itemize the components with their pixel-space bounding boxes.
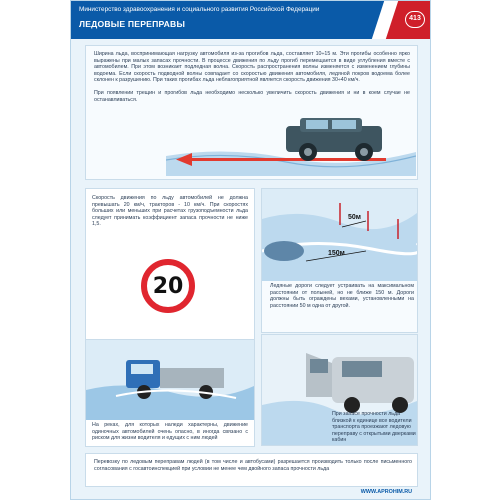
ice-road-panel <box>261 188 418 333</box>
open-doors-panel <box>261 334 418 446</box>
ministry-name: Министерство здравоохранения и социального развития Российской Федерации <box>79 6 320 13</box>
ice-wave-text <box>94 51 410 109</box>
suv-icon <box>286 118 382 161</box>
suv-on-ice-illustration <box>166 112 416 176</box>
ice-wave-paragraph-2: При появлении трещин и прогибов льда необходимо несколько увеличить скорость движения и ни в коем случае не останавливаться. <box>94 89 410 103</box>
poster-title: ЛЕДОВЫЕ ПЕРЕПРАВЫ <box>79 19 186 29</box>
passenger-transport-text: Перевозку по ледовым переправам людей (в том числе и автобусами) разрешается производить только после письменного согласования с госавтоинспекцией при условии не менее чем двойного запаса прочности льда <box>94 459 412 472</box>
open-doors-text: При запасе прочности льда близкой к единице все водители транспорта проезжают ледовую переправу с открытыми дверками кабин <box>332 411 416 444</box>
speed-limit-sign-icon <box>141 259 195 313</box>
hole-distance-label: 150м <box>328 250 345 257</box>
passenger-transport-panel <box>85 453 418 487</box>
speed-limit-panel <box>85 188 255 343</box>
poster-number-badge: 413 <box>405 11 425 28</box>
truck-in-icewater-illustration <box>86 340 254 420</box>
website-link[interactable]: WWW.APROHIM.RU <box>360 489 412 495</box>
direction-arrow-shaft <box>186 158 386 161</box>
poster-sheet <box>70 0 431 500</box>
ice-hole <box>264 241 304 261</box>
river-ice-panel <box>85 339 255 447</box>
river-ice-text: На реках, для которых наледи характерны, движение одиночных автомобилей очень опасно, в иногда связано с риском для жизни водителя и едущих с ним людей <box>92 422 248 442</box>
speed-limit-text: Скорость движения по льду автомобилей не должна превышать 20 км/ч, тракторов - 10 км/ч. При скоростях больших или меньших при расчетах грузоподъемности льда следует принимать коэффициент запаса прочности не ниже 1,5. <box>92 195 248 228</box>
speed-limit-value: 20 <box>152 273 184 299</box>
marker-distance-label: 50м <box>348 214 361 221</box>
ice-wave-panel <box>85 45 418 180</box>
ice-road-text: Ледяные дороги следует устраивать на максимальном расстоянии от полыней, но не ближе 150 м. Дороги должны быть ограждены вехами, установленными на расстоянии 50 м одна от другой. <box>270 283 414 309</box>
ice-road-markers-illustration <box>262 189 417 281</box>
ice-wave-paragraph-1: Ширина льда, воспринимающая нагрузку автомобиля из-за прогибов льда, составляет 10÷15 м. Эти прогибы особенно ярко выражены при малых запасах прочности. В процессе движения по льду прогиб перемещается в виде углубления вместе с автомобилем. При этом возникает подледная волна. Скорость распространения волны изменяется с изменением глубины водоема. Если скорость подводной волны совпадает со скоростью движения автомобиля, ледяной покров водоема более склонен к разрушению. При таких прогибах льда неблагоприятной является скорость движения 30÷40 км/ч. <box>94 51 410 84</box>
poster-header <box>71 1 430 39</box>
